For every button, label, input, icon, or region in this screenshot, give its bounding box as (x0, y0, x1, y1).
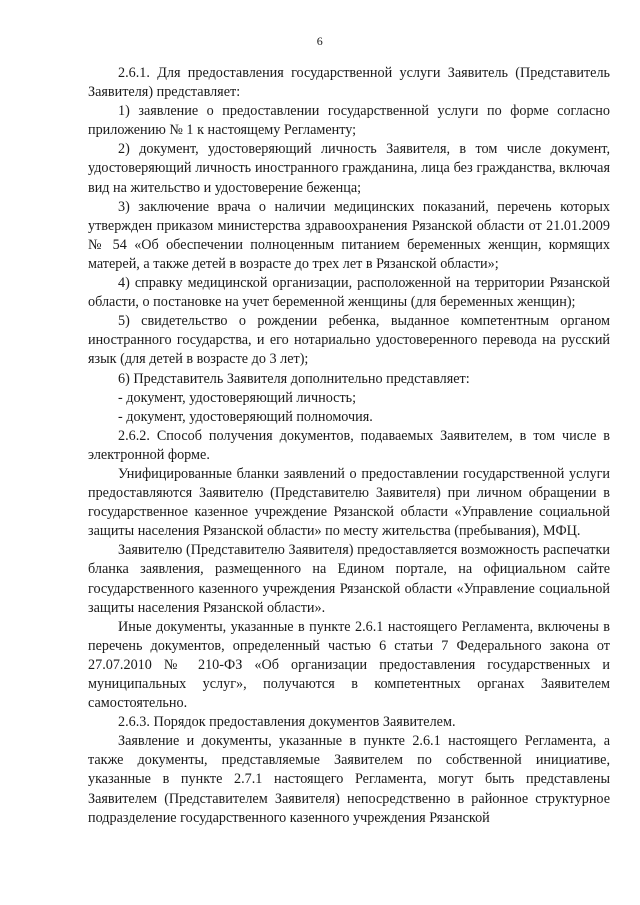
list-item-6: 6) Представитель Заявителя дополнительно представляет: (118, 370, 470, 387)
list-item-5: 5) свидетельство о рождении ребенка, выданное компетентным органом иностранного государства, и его нотариально удостоверенного перевода на русский язык (для детей в возрасте до 3 лет); (88, 313, 610, 368)
paragraph-unified-forms: Унифицированные бланки заявлений о предоставлении государственной услуги предоставляются Заявителю (Представителю Заявителя) при личном обращении в государственное казенное учреждение Рязанской области «Управление социальной защиты населения Рязанской области» по месту жительства (пребывания), МФЦ. (88, 465, 610, 540)
page-number: 6 (316, 34, 324, 48)
list-item-3: 3) заключение врача о наличии медицинских показаний, перечень которых утвержден приказом министерства здравоохранения Рязанской области от 21.01.2009 № 54 «Об обеспечении полноценным питанием беременных женщин, кормящих матерей, а также детей в возрасте до трех лет в Рязанской области»; (88, 198, 610, 272)
paragraph-other-documents: Иные документы, указанные в пункте 2.6.1 настоящего Регламента, включены в перечень документов, определенный частью 6 статьи 7 Федерального закона от 27.07.2010 № 210-ФЗ «Об организации предоставления государственных и муниципальных услуг», получаются в компетентных органах Заявителем самостоятельно. (88, 618, 610, 712)
sub-item-identity-document: - документ, удостоверяющий личность; (118, 389, 357, 406)
document-body (88, 64, 610, 828)
paragraph-2-6-2: 2.6.2. Способ получения документов, подаваемых Заявителем, в том числе в электронной форме. (88, 427, 610, 463)
sub-item-authority-document: - документ, удостоверяющий полномочия. (118, 408, 373, 425)
paragraph-2-6-1: 2.6.1. Для предоставления государственной услуги Заявитель (Представитель Заявителя) представляет: (88, 65, 610, 101)
paragraph-submission: Заявление и документы, указанные в пункте 2.6.1 настоящего Регламента, а также документы, представляемые Заявителем по собственной инициативе, указанные в пункте 2.7.1 настоящего Регламента, могут быть представлены Заявителем (Представителем Заявителя) непосредственно в районное структурное подразделение государственного казенного учреждения Рязанской (88, 733, 610, 826)
list-item-1: 1) заявление о предоставлении государственной услуги по форме согласно приложению № 1 к настоящему Регламенту; (88, 103, 610, 139)
paragraph-2-6-3: 2.6.3. Порядок предоставления документов Заявителем. (118, 714, 456, 731)
list-item-4: 4) справку медицинской организации, расположенной на территории Рязанской области, о постановке на учет беременной женщины (для беременных женщин); (88, 275, 610, 311)
list-item-2: 2) документ, удостоверяющий личность Заявителя, в том числе документ, удостоверяющий личность иностранного гражданина, лица без гражданства, включая вид на жительство и удостоверение беженца; (88, 141, 610, 196)
paragraph-print-form: Заявителю (Представителю Заявителя) предоставляется возможность распечатки бланка заявления, размещенного на Едином портале, на официальном сайте государственного казенного учреждения Рязанской области «Управление социальной защиты населения Рязанской области». (88, 542, 610, 616)
